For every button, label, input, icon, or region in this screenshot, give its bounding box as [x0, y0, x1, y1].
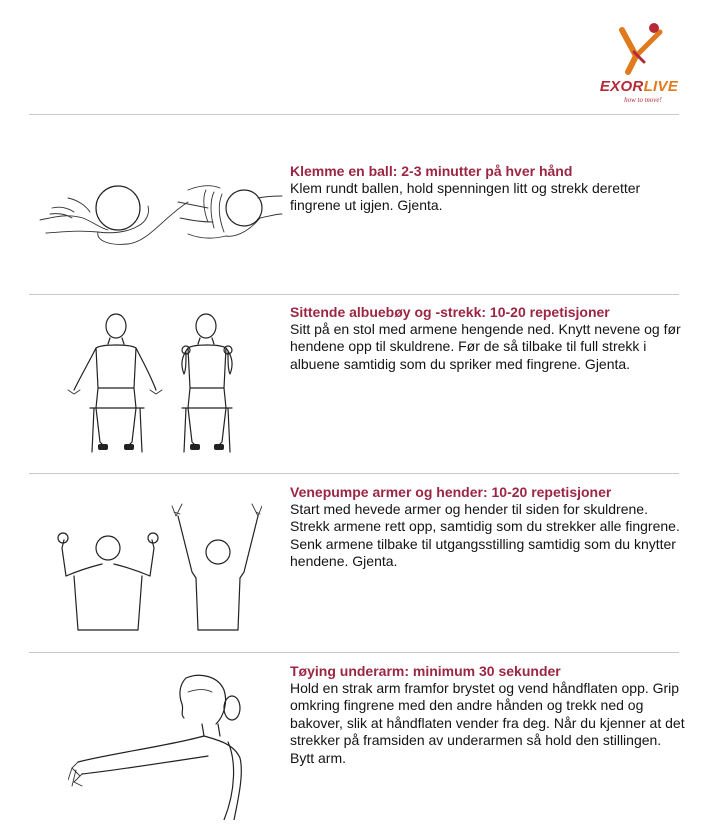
section-divider — [29, 652, 679, 653]
section-divider — [29, 473, 679, 474]
running-figure-logo-icon — [614, 22, 664, 80]
logo-wordmark: EXORLIVE — [599, 78, 679, 95]
seated-elbow-flex-illustration — [60, 312, 260, 467]
exorlive-logo — [594, 22, 684, 106]
exercise-title: Venepumpe armer og hender: 10-20 repetisjoner — [290, 484, 612, 500]
logo-tagline: how to move! — [624, 96, 662, 104]
forearm-stretch-illustration — [68, 670, 253, 825]
exercise-description: Hold en strak arm framfor brystet og vend håndflaten opp. Grip omkring fingrene med den andre hånden og trekk ned og bakover, slik at håndflaten vender fra deg. Når du kjenner at det strekker på framsiden av underarmen så hold den stillingen. Bytt arm. — [290, 680, 685, 766]
exercise-title: Tøying underarm: minimum 30 sekunder — [290, 663, 561, 679]
arm-venous-pump-illustration — [52, 494, 262, 639]
exercise-description: Start med hevede armer og hender til siden for skuldrene. Strekk armene rett opp, samtidig som du strekker alle fingrene. Senk armene tilbake til utgangsstilling samtidig som du knytter hendene. Gjenta. — [290, 501, 680, 570]
exercise-description: Sitt på en stol med armene hengende ned. Knytt nevene og før hendene opp til skuldrene. Før de så tilbake til full strekk i albuene samtidig som du spriker med fingrene. Gjenta. — [290, 321, 681, 372]
exercise-title: Klemme en ball: 2-3 minutter på hver hånd — [290, 163, 573, 179]
section-divider — [29, 114, 679, 115]
exercise-title: Sittende albuebøy og -strekk: 10-20 repetisjoner — [290, 304, 610, 320]
exercise-description: Klem rundt ballen, hold spenningen litt og strekk deretter fingrene ut igjen. Gjenta. — [290, 180, 641, 214]
hand-squeezing-ball-illustration — [38, 178, 283, 258]
section-divider — [29, 294, 679, 295]
